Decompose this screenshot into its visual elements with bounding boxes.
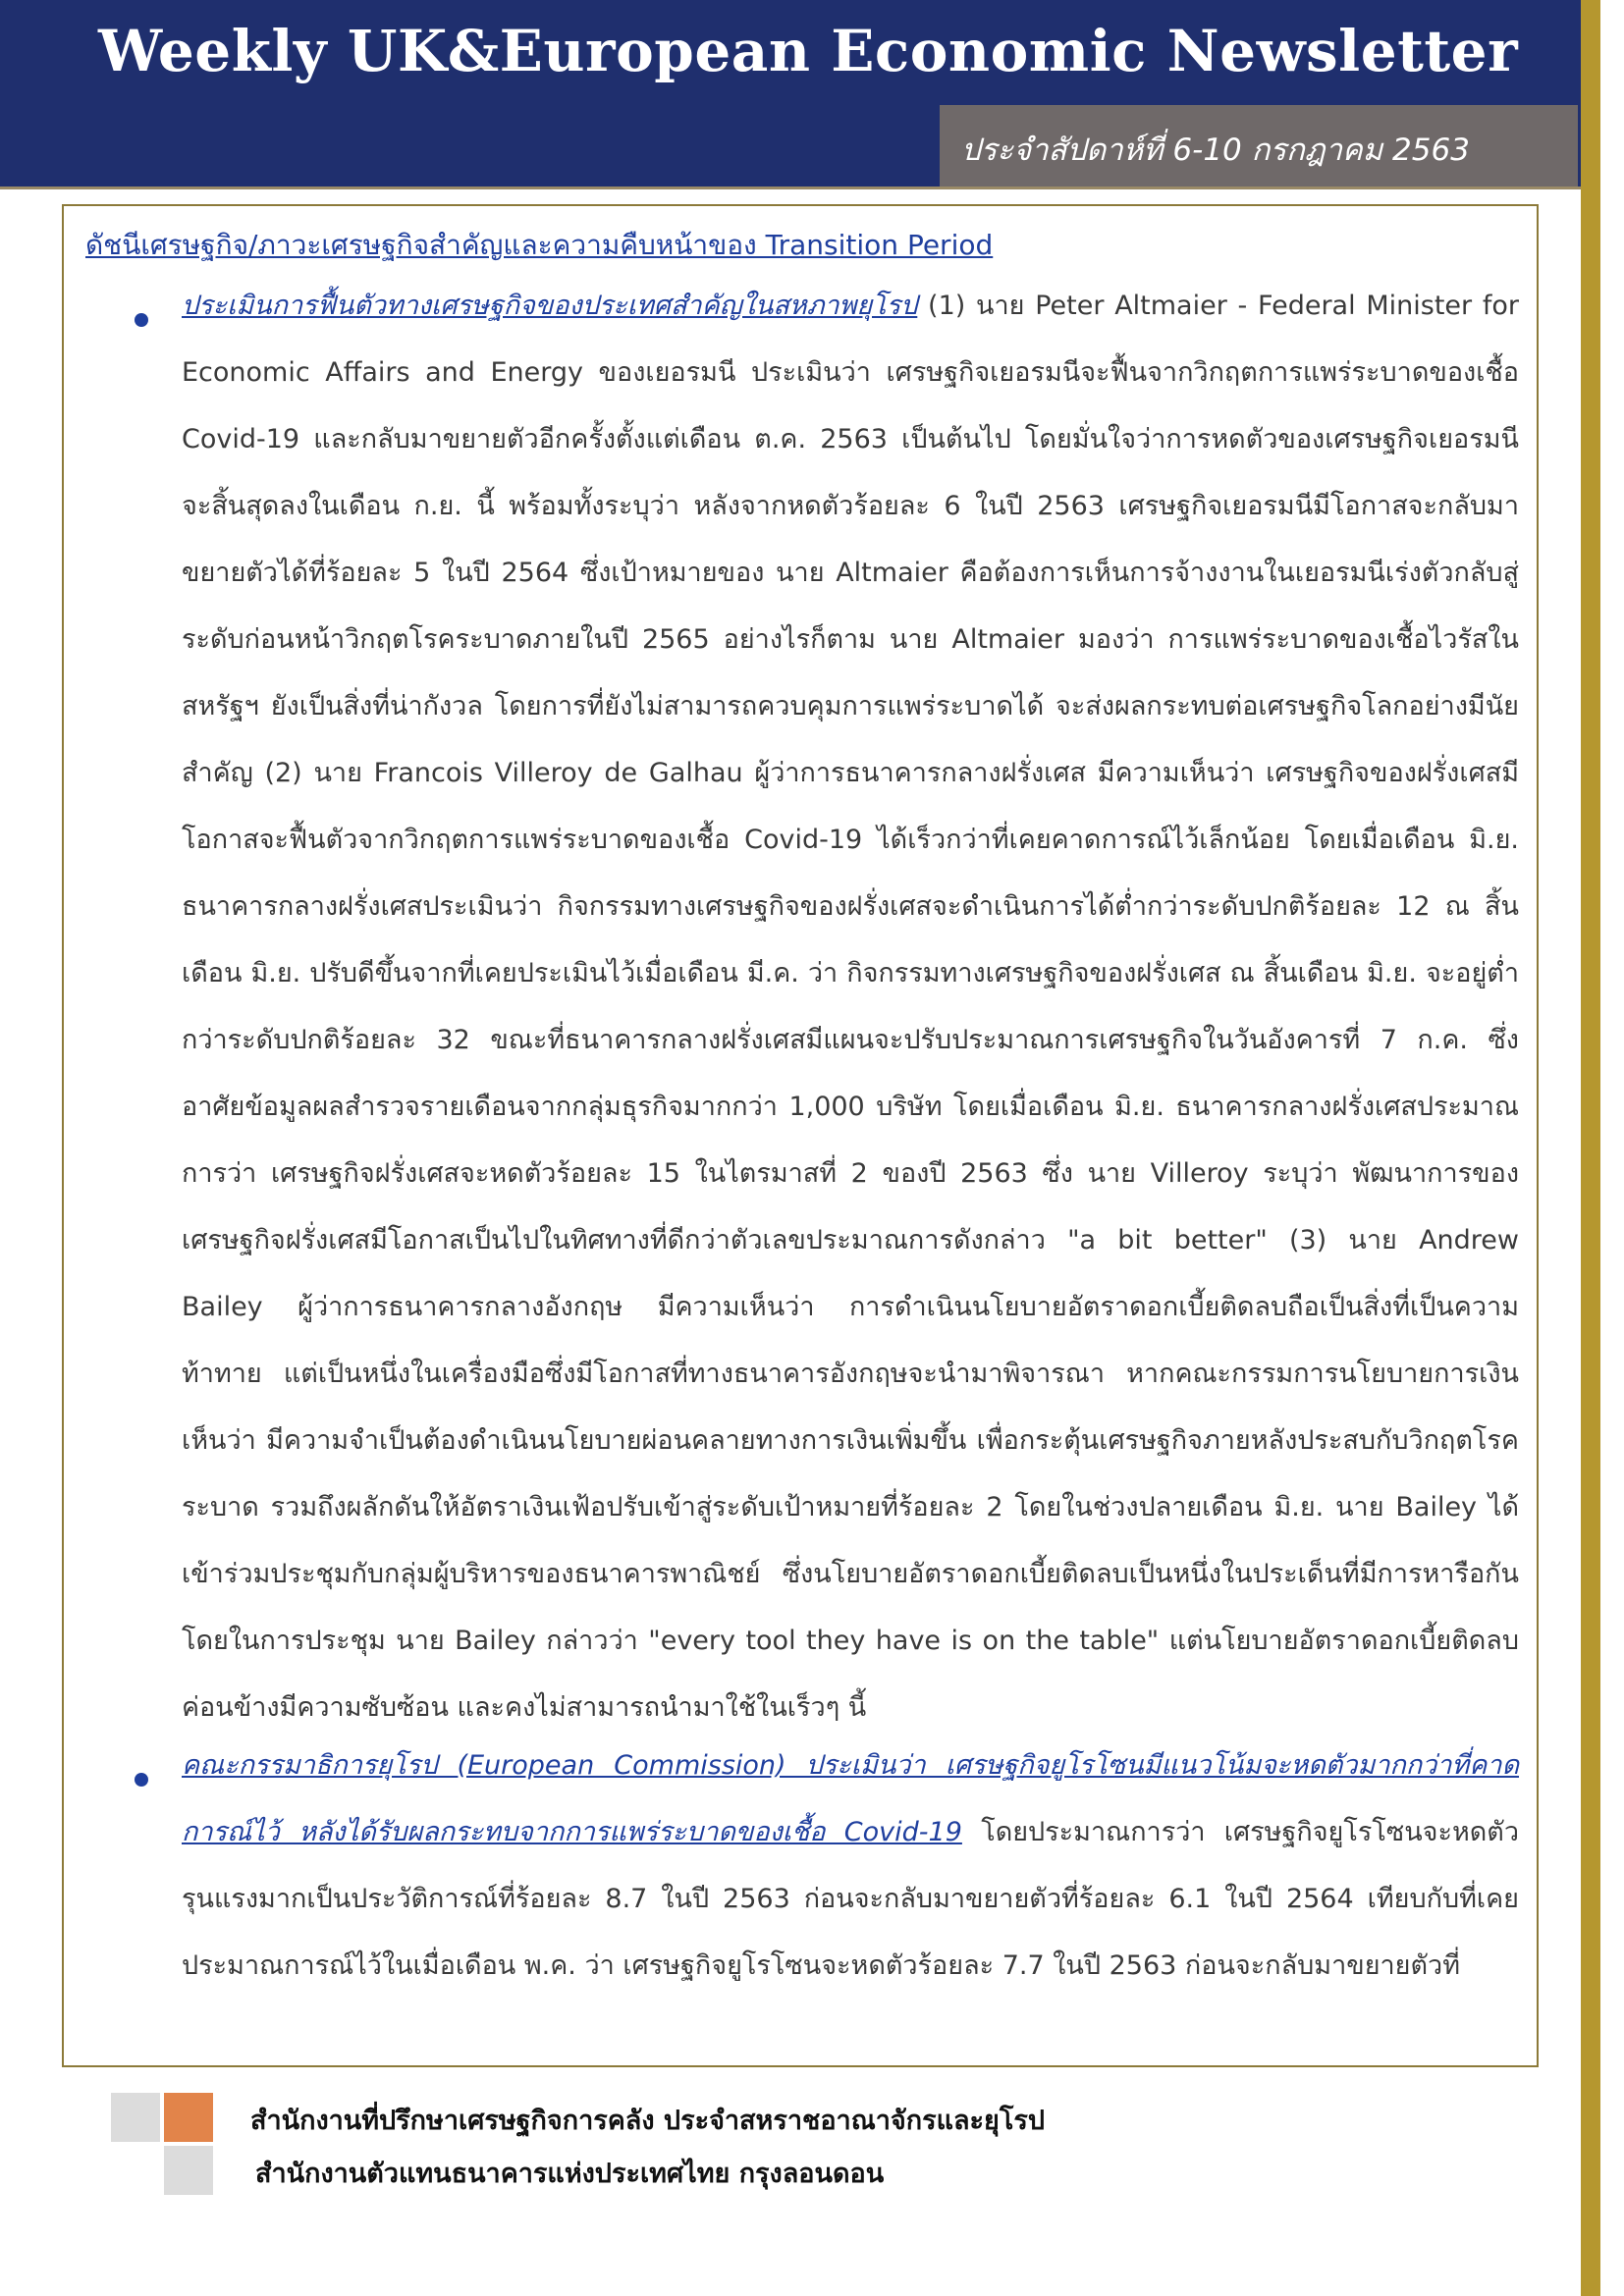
content-frame bbox=[62, 204, 1539, 2067]
right-gold-bar bbox=[1581, 0, 1600, 2296]
bullet-icon bbox=[135, 1773, 148, 1787]
section-heading-link[interactable]: ดัชนีเศรษฐกิจ/ภาวะเศรษฐกิจสำคัญและความคืบหน้าของ Transition Period bbox=[85, 229, 994, 261]
date-banner bbox=[940, 105, 1578, 187]
footer-bank-line: สำนักงานตัวแทนธนาคารแห่งประเทศไทย กรุงลอนดอน bbox=[255, 2159, 885, 2189]
footer-logo-square-accent bbox=[164, 2093, 213, 2142]
bullet-body: โดยประมาณการว่า เศรษฐกิจยูโรโซนจะหดตัวรุนแรงมากเป็นประวัติการณ์ที่ร้อยละ 8.7 ในปี 2563 ก่อนจะกลับมาขยายตัวที่ร้อยละ 6.1 ในปี 2564 เทียบกับที่เคยประมาณการณ์ไว้ในเมื่อเดือน พ.ค. ว่า เศรษฐกิจยูโรโซนจะหดตัวร้อยละ 7.7 ในปี 2563 ก่อนจะกลับมาขยายตัวที่ bbox=[182, 1817, 1519, 1981]
footer-logo-square bbox=[111, 2093, 160, 2142]
bullet-lead-link[interactable]: คณะกรรมาธิการยุโรป (European Commission) ประเมินว่า เศรษฐกิจยูโรโซนมีแนวโน้มจะหดตัวมากกว่าที่คาดการณ์ไว้ หลังได้รับผลกระทบจากการแพร่ระบาดของเชื้อ Covid-19 bbox=[182, 1750, 1519, 1847]
issue-date: ประจำสัปดาห์ที่ 6-10 กรกฎาคม 2563 bbox=[961, 133, 1470, 168]
newsletter-title: Weekly UK&European Economic Newsletter bbox=[98, 18, 1519, 84]
bullet-lead-link[interactable]: ประเมินการฟื้นตัวทางเศรษฐกิจของประเทศสำคัญในสหภาพยุโรป bbox=[182, 291, 918, 321]
footer-logo-square bbox=[164, 2146, 213, 2195]
bullet-paragraph bbox=[182, 273, 1519, 1741]
page-footer bbox=[0, 2081, 1571, 2277]
newsletter-header bbox=[0, 0, 1581, 189]
bullet-icon bbox=[135, 313, 148, 327]
footer-office-line: สำนักงานที่ปรึกษาเศรษฐกิจการคลัง ประจำสหราชอาณาจักรและยุโรป bbox=[250, 2106, 1045, 2136]
bullet-paragraph bbox=[182, 1733, 1519, 2000]
bullet-body: (1) นาย Peter Altmaier - Federal Minister for Economic Affairs and Energy ของเยอรมนี ประเมินว่า เศรษฐกิจเยอรมนีจะฟื้นจากวิกฤตการแพร่ระบาดของเชื้อ Covid-19 และกลับมาขยายตัวอีกครั้งตั้งแต่เดือน ต.ค. 2563 เป็นต้นไป โดยมั่นใจว่าการหดตัวของเศรษฐกิจเยอรมนีจะสิ้นสุดลงในเดือน ก.ย. นี้ พร้อมทั้งระบุว่า หลังจากหดตัวร้อยละ 6 ในปี 2563 เศรษฐกิจเยอรมนีมีโอกาสจะกลับมาขยายตัวได้ที่ร้อยละ 5 ในปี 2564 ซึ่งเป้าหมายของ นาย Altmaier คือต้องการเห็นการจ้างงานในเยอรมนีเร่งตัวกลับสู่ระดับก่อนหน้าวิกฤตโรคระบาดภายในปี 2565 อย่างไรก็ตาม นาย Altmaier มองว่า การแพร่ระบาดของเชื้อไวรัสในสหรัฐฯ ยังเป็นสิ่งที่น่ากังวล โดยการที่ยังไม่สามารถควบคุมการแพร่ระบาดได้ จะส่งผลกระทบต่อเศรษฐกิจโลกอย่างมีนัยสำคัญ (2) นาย Francois Villeroy de Galhau ผู้ว่าการธนาคารกลางฝรั่งเศส มีความเห็นว่า เศรษฐกิจของฝรั่งเศสมีโอกาสจะฟื้นตัวจากวิกฤตการแพร่ระบาดของเชื้อ Covid-19 ได้เร็วกว่าที่เคยคาดการณ์ไว้เล็กน้อย โดยเมื่อเดือน มิ.ย. ธนาคารกลางฝรั่งเศสประเมินว่า กิจกรรมทางเศรษฐกิจของฝรั่งเศสจะดำเนินการได้ต่ำกว่าระดับปกติร้อยละ 12 ณ สิ้นเดือน มิ.ย. ปรับดีขึ้นจากที่เคยประเมินไว้เมื่อเดือน มี.ค. ว่า กิจกรรมทางเศรษฐกิจของฝรั่งเศส ณ สิ้นเดือน มิ.ย. จะอยู่ต่ำกว่าระดับปกติร้อยละ 32 ขณะที่ธนาคารกลางฝรั่งเศสมีแผนจะปรับประมาณการเศรษฐกิจในวันอังคารที่ 7 ก.ค. ซึ่งอาศัยข้อมูลผลสำรวจรายเดือนจากกลุ่มธุรกิจมากกว่า 1,000 บริษัท โดยเมื่อเดือน มิ.ย. ธนาคารกลางฝรั่งเศสประมาณการว่า เศรษฐกิจฝรั่งเศสจะหดตัวร้อยละ 15 ในไตรมาสที่ 2 ของปี 2563 ซึ่ง นาย Villeroy ระบุว่า พัฒนาการของเศรษฐกิจฝรั่งเศสมีโอกาสเป็นไปในทิศทางที่ดีกว่าตัวเลขประมาณการดังกล่าว "a bit better" (3) นาย Andrew Bailey ผู้ว่าการธนาคารกลางอังกฤษ มีความเห็นว่า การดำเนินนโยบายอัตราดอกเบี้ยติดลบถือเป็นสิ่งที่เป็นความท้าทาย แต่เป็นหนึ่งในเครื่องมือซึ่งมีโอกาสที่ทางธนาคารอังกฤษจะนำมาพิจารณา หากคณะกรรมการนโยบายการเงินเห็นว่า มีความจำเป็นต้องดำเนินนโยบายผ่อนคลายทางการเงินเพิ่มขึ้น เพื่อกระตุ้นเศรษฐกิจภายหลังประสบกับวิกฤตโรคระบาด รวมถึงผลักดันให้อัตราเงินเฟ้อปรับเข้าสู่ระดับเป้าหมายที่ร้อยละ 2 โดยในช่วงปลายเดือน มิ.ย. นาย Bailey ได้เข้าร่วมประชุมกับกลุ่มผู้บริหารของธนาคารพาณิชย์ ซึ่งนโยบายอัตราดอกเบี้ยติดลบเป็นหนึ่งในประเด็นที่มีการหารือกัน โดยในการประชุม นาย Bailey กล่าวว่า "every tool they have is on the table" แต่นโยบายอัตราดอกเบี้ยติดลบค่อนข้างมีความซับซ้อน และคงไม่สามารถนำมาใช้ในเร็วๆ นี้ bbox=[182, 291, 1519, 1723]
